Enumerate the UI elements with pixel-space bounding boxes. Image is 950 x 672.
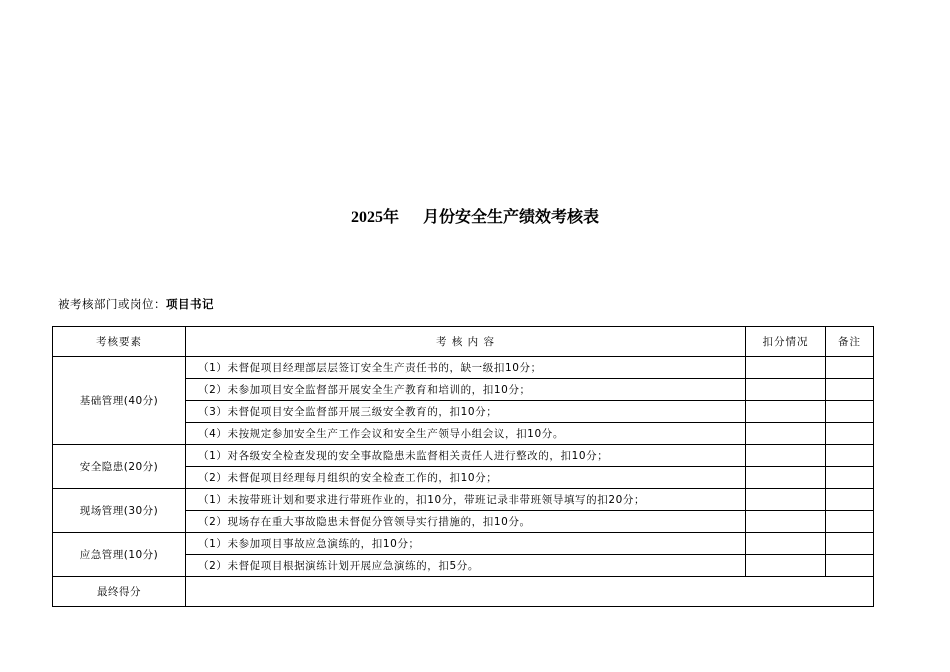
criterion-cell: （1）未按带班计划和要求进行带班作业的，扣10分，带班记录非带班领导填写的扣20分； — [186, 489, 746, 511]
table-row — [53, 357, 874, 379]
header-deduction: 扣分情况 — [746, 327, 826, 357]
remark-cell — [826, 379, 874, 401]
remark-cell — [826, 467, 874, 489]
document-title: 2025年 月份安全生产绩效考核表 — [350, 209, 599, 226]
criterion-cell: （1）未参加项目事故应急演练的，扣10分； — [186, 533, 746, 555]
table-row — [53, 489, 874, 511]
remark-cell — [826, 423, 874, 445]
remark-cell — [826, 533, 874, 555]
header-remark: 备注 — [826, 327, 874, 357]
final-score-row — [53, 577, 874, 607]
criterion-cell: （1）对各级安全检查发现的安全事故隐患未监督相关责任人进行整改的，扣10分； — [186, 445, 746, 467]
table-row — [53, 445, 874, 467]
criterion-cell: （2）未督促项目根据演练计划开展应急演练的，扣5分。 — [186, 555, 746, 577]
deduction-cell — [746, 489, 826, 511]
remark-cell — [826, 357, 874, 379]
criterion-cell: （2）未参加项目安全监督部开展安全生产教育和培训的，扣10分； — [186, 379, 746, 401]
assessed-department-label: 被考核部门或岗位： — [58, 297, 166, 311]
deduction-cell — [746, 533, 826, 555]
deduction-cell — [746, 357, 826, 379]
category-cell: 应急管理(10分) — [53, 533, 186, 577]
deduction-cell — [746, 467, 826, 489]
category-cell: 基础管理(40分) — [53, 357, 186, 445]
assessed-department-line — [58, 296, 214, 312]
remark-cell — [826, 555, 874, 577]
criterion-cell: （3）未督促项目安全监督部开展三级安全教育的，扣10分； — [186, 401, 746, 423]
final-score-label: 最终得分 — [53, 577, 186, 607]
deduction-cell — [746, 555, 826, 577]
table-row — [53, 533, 874, 555]
remark-cell — [826, 489, 874, 511]
assessed-department-value: 项目书记 — [166, 297, 214, 311]
header-content: 考 核 内 容 — [186, 327, 746, 357]
criterion-cell: （4）未按规定参加安全生产工作会议和安全生产领导小组会议，扣10分。 — [186, 423, 746, 445]
remark-cell — [826, 445, 874, 467]
category-cell: 现场管理(30分) — [53, 489, 186, 533]
deduction-cell — [746, 445, 826, 467]
criterion-cell: （2）现场存在重大事故隐患未督促分管领导实行措施的，扣10分。 — [186, 511, 746, 533]
final-score-value-cell — [186, 577, 874, 607]
header-category: 考核要素 — [53, 327, 186, 357]
deduction-cell — [746, 423, 826, 445]
criterion-cell: （1）未督促项目经理部层层签订安全生产责任书的，缺一级扣10分； — [186, 357, 746, 379]
assessment-table — [52, 326, 874, 607]
remark-cell — [826, 401, 874, 423]
deduction-cell — [746, 511, 826, 533]
category-cell: 安全隐患(20分) — [53, 445, 186, 489]
deduction-cell — [746, 379, 826, 401]
deduction-cell — [746, 401, 826, 423]
remark-cell — [826, 511, 874, 533]
criterion-cell: （2）未督促项目经理每月组织的安全检查工作的，扣10分； — [186, 467, 746, 489]
table-header-row — [53, 327, 874, 357]
